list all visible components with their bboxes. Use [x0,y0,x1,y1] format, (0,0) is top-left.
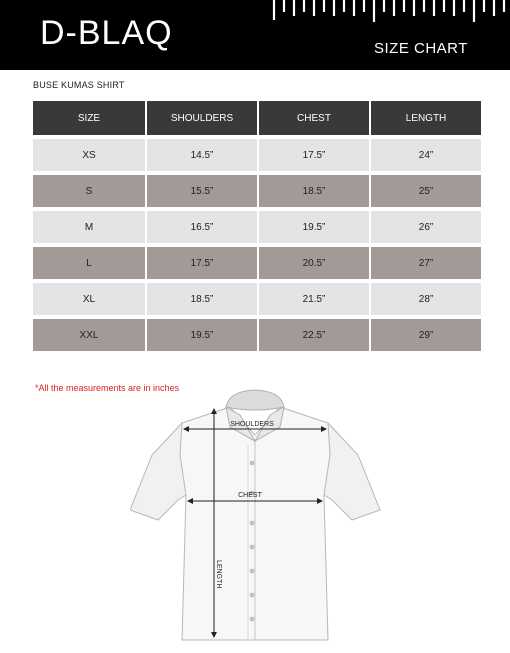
cell-shoulders: 19.5” [147,319,257,351]
cell-shoulders: 18.5” [147,283,257,315]
table-row [33,211,481,243]
chest-label: CHEST [238,492,262,499]
size-table [31,97,483,355]
cell-chest: 18.5” [259,175,369,207]
header-length: LENGTH [371,101,481,135]
table-header-row [33,101,481,135]
product-name: BUSE KUMAS SHIRT [33,80,125,90]
cell-size: XXL [33,319,145,351]
size-chart-title: SIZE CHART [374,40,468,57]
table-row [33,139,481,171]
cell-size: S [33,175,145,207]
collar-back [226,390,284,410]
shirt-diagram [130,385,390,650]
table-row [33,283,481,315]
cell-length: 26” [371,211,481,243]
header-chest: CHEST [259,101,369,135]
measurement-note: *All the measurements are in inches [35,383,180,393]
cell-size: L [33,247,145,279]
length-label: LENGTH [215,560,222,589]
cell-size: M [33,211,145,243]
shoulders-label: SHOULDERS [230,421,274,428]
cell-shoulders: 17.5” [147,247,257,279]
cell-length: 24” [371,139,481,171]
cell-chest: 19.5” [259,211,369,243]
right-sleeve [324,423,380,520]
cell-size: XS [33,139,145,171]
cell-chest: 22.5” [259,319,369,351]
table-row [33,175,481,207]
header-bar [0,0,510,70]
cell-length: 25” [371,175,481,207]
cell-length: 28” [371,283,481,315]
ruler-icon [272,0,510,32]
brand-logo: D-BLAQ [40,14,173,52]
cell-chest: 17.5” [259,139,369,171]
cell-length: 29” [371,319,481,351]
cell-shoulders: 14.5” [147,139,257,171]
left-sleeve [130,423,186,520]
table-row [33,319,481,351]
cell-chest: 21.5” [259,283,369,315]
header-shoulders: SHOULDERS [147,101,257,135]
table-row [33,247,481,279]
cell-size: XL [33,283,145,315]
cell-shoulders: 16.5” [147,211,257,243]
header-size: SIZE [33,101,145,135]
cell-length: 27” [371,247,481,279]
cell-shoulders: 15.5” [147,175,257,207]
cell-chest: 20.5” [259,247,369,279]
